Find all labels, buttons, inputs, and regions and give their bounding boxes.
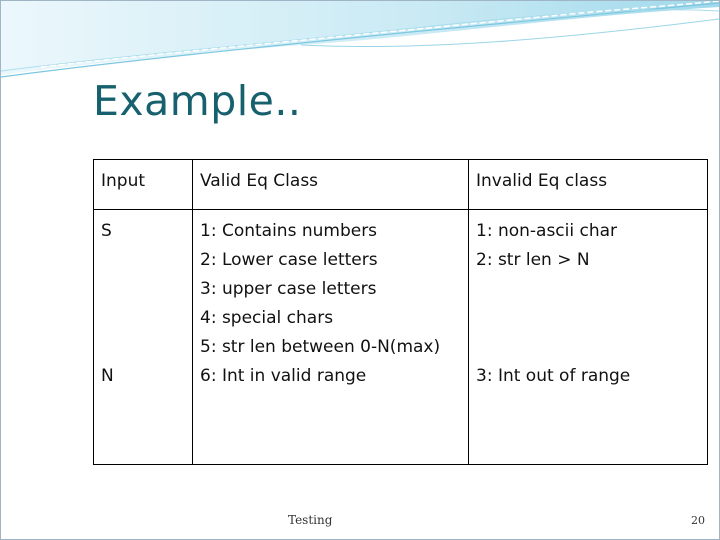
page-number: 20 (691, 514, 705, 527)
list-item: 4: special chars (200, 308, 334, 328)
slide-title: Example.. (93, 77, 302, 125)
row-s-invalid-classes (469, 210, 708, 363)
row-s-input: S (94, 210, 193, 363)
row-n-input: N (94, 362, 193, 465)
list-item: 5: str len between 0-N(max) (200, 337, 441, 357)
header-valid-eq-class: Valid Eq Class (193, 160, 469, 210)
list-item: 2: Lower case letters (200, 250, 378, 270)
list-item: 1: Contains numbers (200, 221, 378, 241)
header-swoosh-decoration (1, 1, 719, 81)
list-item: 2: str len > N (476, 250, 590, 270)
row-n-invalid-classes (469, 362, 708, 465)
header-invalid-eq-class: Invalid Eq class (469, 160, 708, 210)
list-item: 3: Int out of range (476, 366, 631, 386)
list-item: 1: non-ascii char (476, 221, 618, 241)
row-n-valid-classes (193, 362, 469, 465)
equivalence-class-table (93, 159, 708, 465)
table-header-row (94, 160, 708, 210)
header-input: Input (94, 160, 193, 210)
row-s-valid-classes (193, 210, 469, 363)
list-item: 3: upper case letters (200, 279, 377, 299)
table-row (94, 362, 708, 465)
table-row (94, 210, 708, 363)
slide-footer: Testing (288, 513, 333, 527)
list-item: 6: Int in valid range (200, 366, 367, 386)
